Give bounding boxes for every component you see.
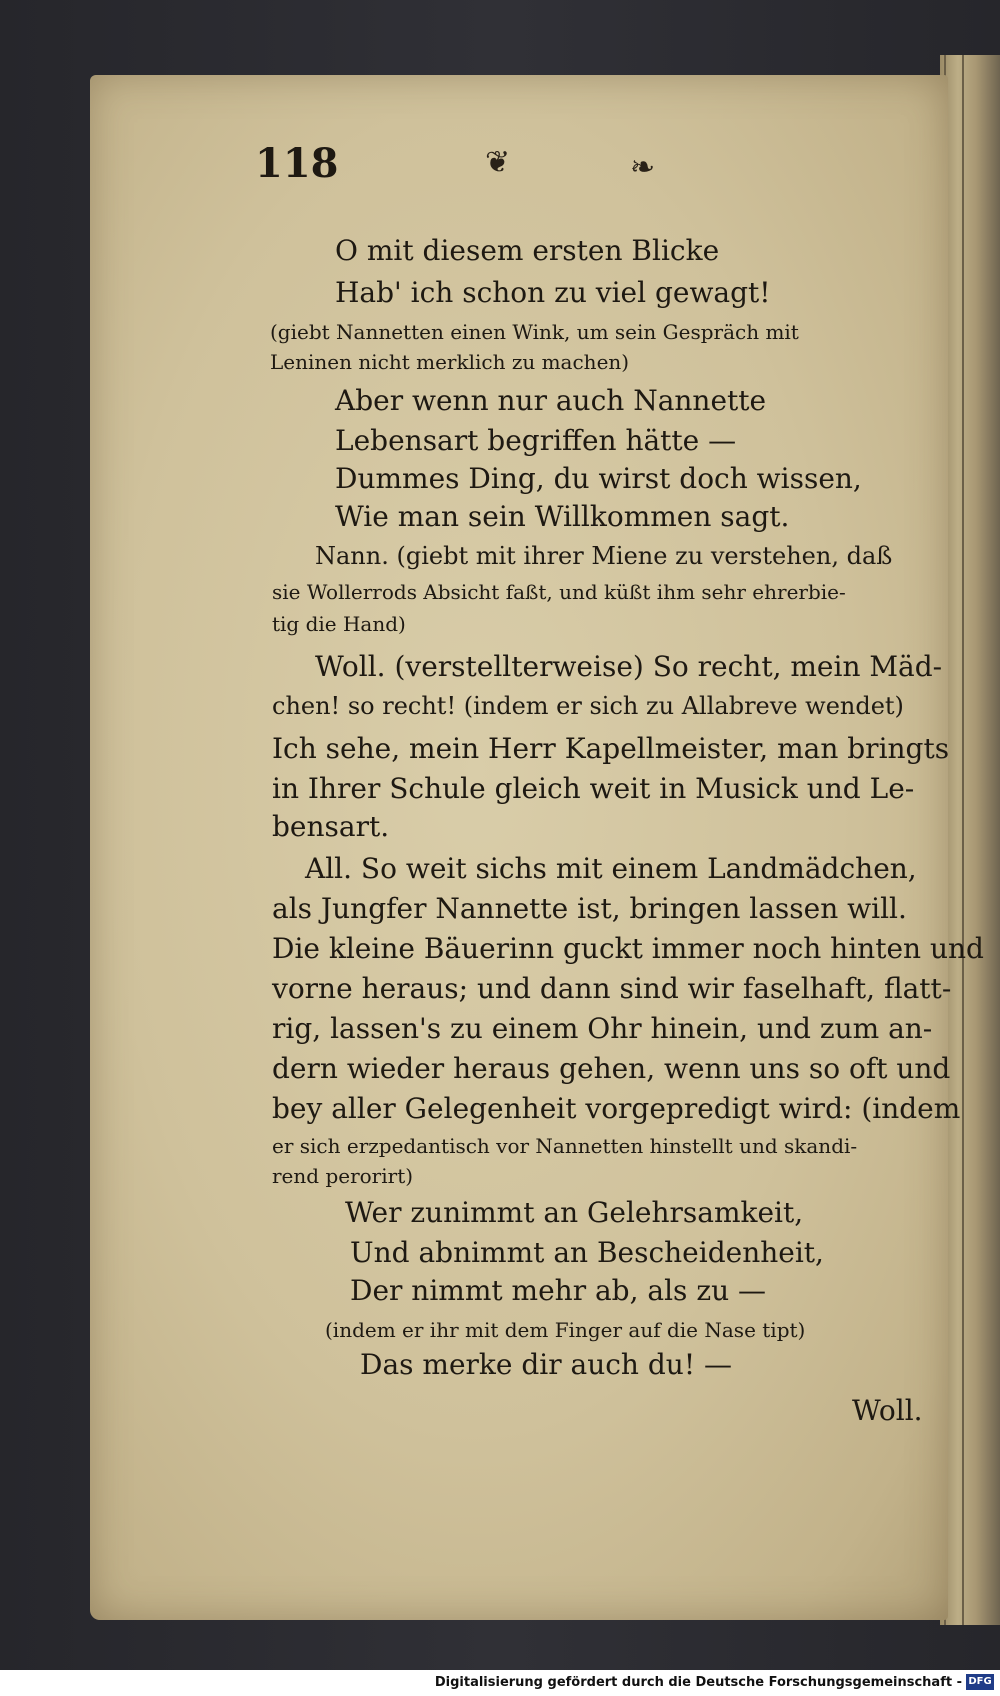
prose-line: bensart. — [272, 810, 390, 843]
prose-line: in Ihrer Schule gleich weit in Musick und Le- — [272, 772, 915, 805]
prose-line: Die kleine Bäuerinn guckt immer noch hinten und — [272, 932, 984, 965]
prose-line: Ich sehe, mein Herr Kapellmeister, man bringts — [272, 732, 950, 765]
header-ornament-left: ❦ — [485, 145, 511, 180]
stage-direction: Leninen nicht merklich zu machen) — [270, 350, 630, 374]
stage-direction: (giebt Nannetten einen Wink, um sein Gespräch mit — [270, 320, 799, 344]
verse-line: Hab' ich schon zu viel gewagt! — [335, 276, 771, 309]
verse-line: Wer zunimmt an Gelehrsamkeit, — [345, 1196, 804, 1229]
verse-line: Der nimmt mehr ab, als zu — — [350, 1274, 767, 1307]
speaker-line: Woll. (verstellterweise) So recht, mein Mäd- — [315, 650, 943, 683]
stage-direction: (indem er ihr mit dem Finger auf die Nase tipt) — [325, 1318, 806, 1342]
stage-direction: sie Wollerrods Absicht faßt, und küßt ihm sehr ehrerbie- — [272, 580, 846, 604]
verse-line: Das merke dir auch du! — — [360, 1348, 732, 1381]
catchword: Woll. — [852, 1394, 923, 1427]
verse-line: Und abnimmt an Bescheidenheit, — [350, 1236, 824, 1269]
footer-bar — [0, 1670, 1000, 1696]
verse-line: Aber wenn nur auch Nannette — [335, 384, 767, 417]
prose-line: chen! so recht! (indem er sich zu Allabreve wendet) — [272, 692, 904, 720]
page-number: 118 — [255, 140, 339, 187]
speaker-line: All. So weit sichs mit einem Landmädchen, — [305, 852, 917, 885]
prose-line: vorne heraus; und dann sind wir faselhaft, flatt- — [272, 972, 952, 1005]
verse-line: Dummes Ding, du wirst doch wissen, — [335, 462, 862, 495]
prose-line: bey aller Gelegenheit vorgepredigt wird: (indem — [272, 1092, 961, 1125]
footer-credit: Digitalisierung gefördert durch die Deutsche Forschungsgemeinschaft - — [434, 1675, 962, 1690]
header-ornament-right: ❧ — [630, 150, 656, 185]
stage-direction: tig die Hand) — [272, 612, 406, 636]
stage-direction: er sich erzpedantisch vor Nannetten hinstellt und skandi- — [272, 1134, 858, 1158]
verse-line: Wie man sein Willkommen sagt. — [335, 500, 790, 533]
verse-line: Lebensart begriffen hätte — — [335, 424, 737, 457]
dfg-logo: DFG — [966, 1674, 994, 1690]
adjacent-page-edge — [940, 55, 1000, 1625]
prose-line: dern wieder heraus gehen, wenn uns so oft und — [272, 1052, 951, 1085]
page-edge-line — [962, 55, 964, 1625]
stage-direction: rend perorirt) — [272, 1164, 414, 1188]
verse-line: O mit diesem ersten Blicke — [335, 234, 720, 267]
prose-line: rig, lassen's zu einem Ohr hinein, und zum an- — [272, 1012, 933, 1045]
prose-line: als Jungfer Nannette ist, bringen lassen will. — [272, 892, 907, 925]
speaker-line: Nann. (giebt mit ihrer Miene zu verstehen, daß — [315, 542, 893, 570]
